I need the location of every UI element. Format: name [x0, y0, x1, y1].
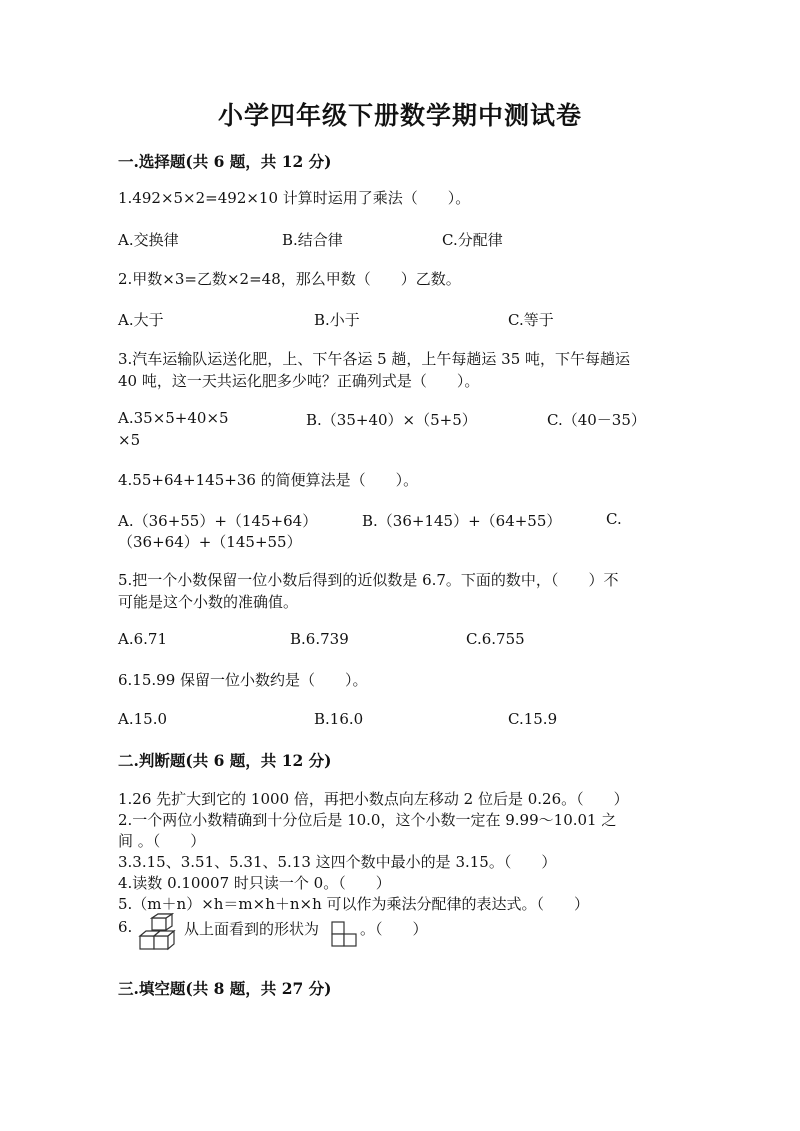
judge-item: 1.26 先扩大到它的 1000 倍，再把小数点向左移动 2 位后是 0.26。（ ） [118, 790, 629, 808]
option-b: B.（36+145）+（64+55） [362, 512, 562, 530]
question-4: 4.55+64+145+36 的简便算法是（ ）。 [118, 471, 419, 489]
judge-item: 3.3.15、3.51、5.31、5.13 这四个数中最小的是 3.15。（ ） [118, 853, 557, 871]
option-c: C.15.9 [508, 710, 558, 728]
option-a: A.大于 [118, 311, 164, 329]
option-a: A.15.0 [118, 710, 167, 728]
judge-item: 4.读数 0.10007 时只读一个 0。（ ） [118, 874, 391, 892]
option-b: B.（35+40）×（5+5） [306, 411, 477, 429]
option-b: B.16.0 [314, 710, 364, 728]
option-a: A.交换律 [118, 231, 179, 249]
question-3-line2: 40 吨，这一天共运化肥多少吨？正确列式是（ ）。 [118, 372, 480, 390]
option-c: C.6.755 [466, 630, 525, 648]
option-b: B.结合律 [282, 231, 343, 249]
question-6: 6.15.99 保留一位小数约是（ ）。 [118, 671, 368, 689]
option-a: A.35×5+40×5 [118, 409, 229, 427]
option-a: A.（36+55）+（145+64） [118, 512, 318, 530]
section-heading-fill: 三.填空题(共 8 题，共 27 分) [118, 979, 332, 998]
section-heading-choice: 一.选择题(共 6 题，共 12 分) [118, 152, 332, 171]
page-title: 小学四年级下册数学期中测试卷 [217, 101, 582, 130]
judge-item-6-end: 。（ ） [360, 920, 428, 938]
option-c: C. [606, 510, 622, 528]
question-1: 1.492×5×2=492×10 计算时运用了乘法（ ）。 [118, 189, 471, 207]
question-5-line1: 5.把一个小数保留一位小数后得到的近似数是 6.7。下面的数中，（ ）不 [118, 571, 619, 589]
judge-item: 2.一个两位小数精确到十分位后是 10.0，这个小数一定在 9.99～10.01 之 [118, 811, 617, 829]
judge-item-continuation: 间 。（ ） [118, 832, 206, 850]
judge-item-6-text: 从上面看到的形状为 [184, 920, 320, 938]
cube-stack-figure [136, 912, 182, 952]
section-heading-judge: 二.判断题(共 6 题，共 12 分) [118, 751, 332, 770]
option-a: A.6.71 [118, 630, 167, 648]
question-2: 2.甲数×3=乙数×2=48，那么甲数（ ）乙数。 [118, 270, 461, 288]
question-5-line2: 可能是这个小数的准确值。 [118, 593, 299, 611]
top-view-shape-figure [330, 920, 358, 948]
option-b: B.小于 [314, 311, 360, 329]
option-continuation: ×5 [118, 431, 141, 449]
judge-item-6-number: 6. [118, 918, 133, 936]
option-b: B.6.739 [290, 630, 349, 648]
option-c: C.分配律 [442, 231, 503, 249]
option-continuation: （36+64）+（145+55） [118, 533, 302, 551]
option-c: C.等于 [508, 311, 554, 329]
question-3-line1: 3.汽车运输队运送化肥，上、下午各运 5 趟，上午每趟运 35 吨，下午每趟运 [118, 350, 631, 368]
judge-item: 5.（m＋n）×h＝m×h＋n×h 可以作为乘法分配律的表达式。（ ） [118, 895, 590, 913]
option-c: C.（40－35） [547, 411, 646, 429]
